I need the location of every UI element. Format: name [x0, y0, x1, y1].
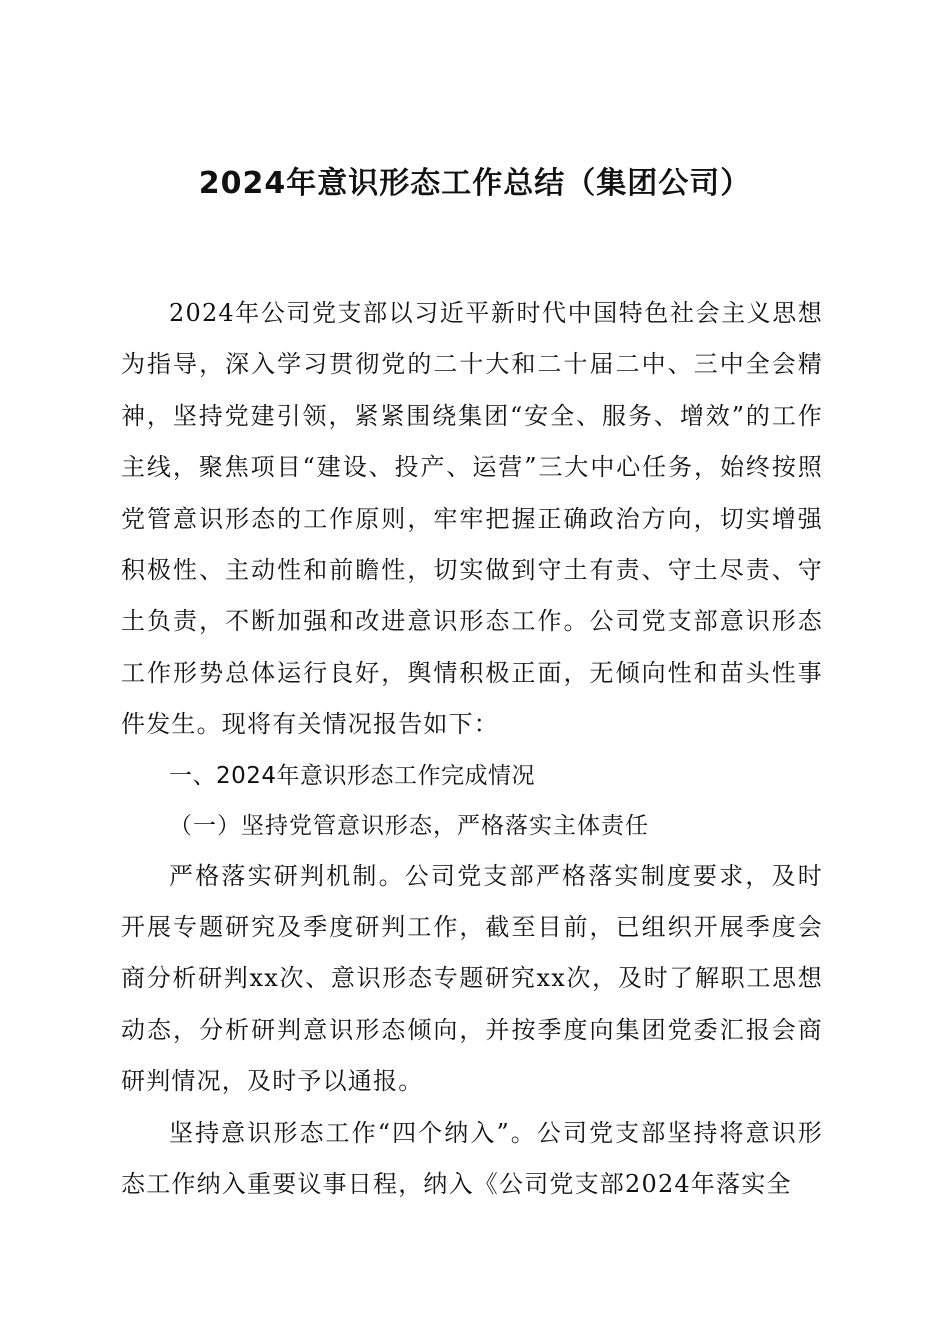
- section-heading-1: 一、2024年意识形态工作完成情况: [169, 762, 536, 789]
- subsection-heading-1: （一）坚持党管意识形态，严格落实主体责任: [169, 812, 649, 839]
- body-paragraph-1: 严格落实研判机制。公司党支部严格落实制度要求，及时开展专题研究及季度研判工作，截至目前，已组织开展季度会商分析研判xx次、意识形态专题研究xx次，及时了解职工思想动态，分析研判意识形态倾向，并按季度向集团党委汇报会商研判情况，及时予以通报。: [121, 861, 823, 1096]
- document-title: 2024年意识形态工作总结（集团公司）: [198, 166, 752, 201]
- document-body: [121, 288, 823, 1211]
- intro-paragraph: 2024年公司党支部以习近平新时代中国特色社会主义思想为指导，深入学习贯彻党的二十大和二十届二中、三中全会精神，坚持党建引领，紧紧围绕集团“安全、服务、增效”的工作主线，聚焦项目“建设、投产、运营”三大中心任务，始终按照党管意识形态的工作原则，牢牢把握正确政治方向，切实增强积极性、主动性和前瞻性，切实做到守土有责、守土尽责、守土负责，不断加强和改进意识形态工作。公司党支部意识形态工作形势总体运行良好，舆情积极正面，无倾向性和苗头性事件发生。现将有关情况报告如下：: [121, 299, 823, 739]
- body-paragraph-2: 坚持意识形态工作“四个纳入”。公司党支部坚持将意识形态工作纳入重要议事日程，纳入《公司党支部2024年落实全: [121, 1118, 823, 1199]
